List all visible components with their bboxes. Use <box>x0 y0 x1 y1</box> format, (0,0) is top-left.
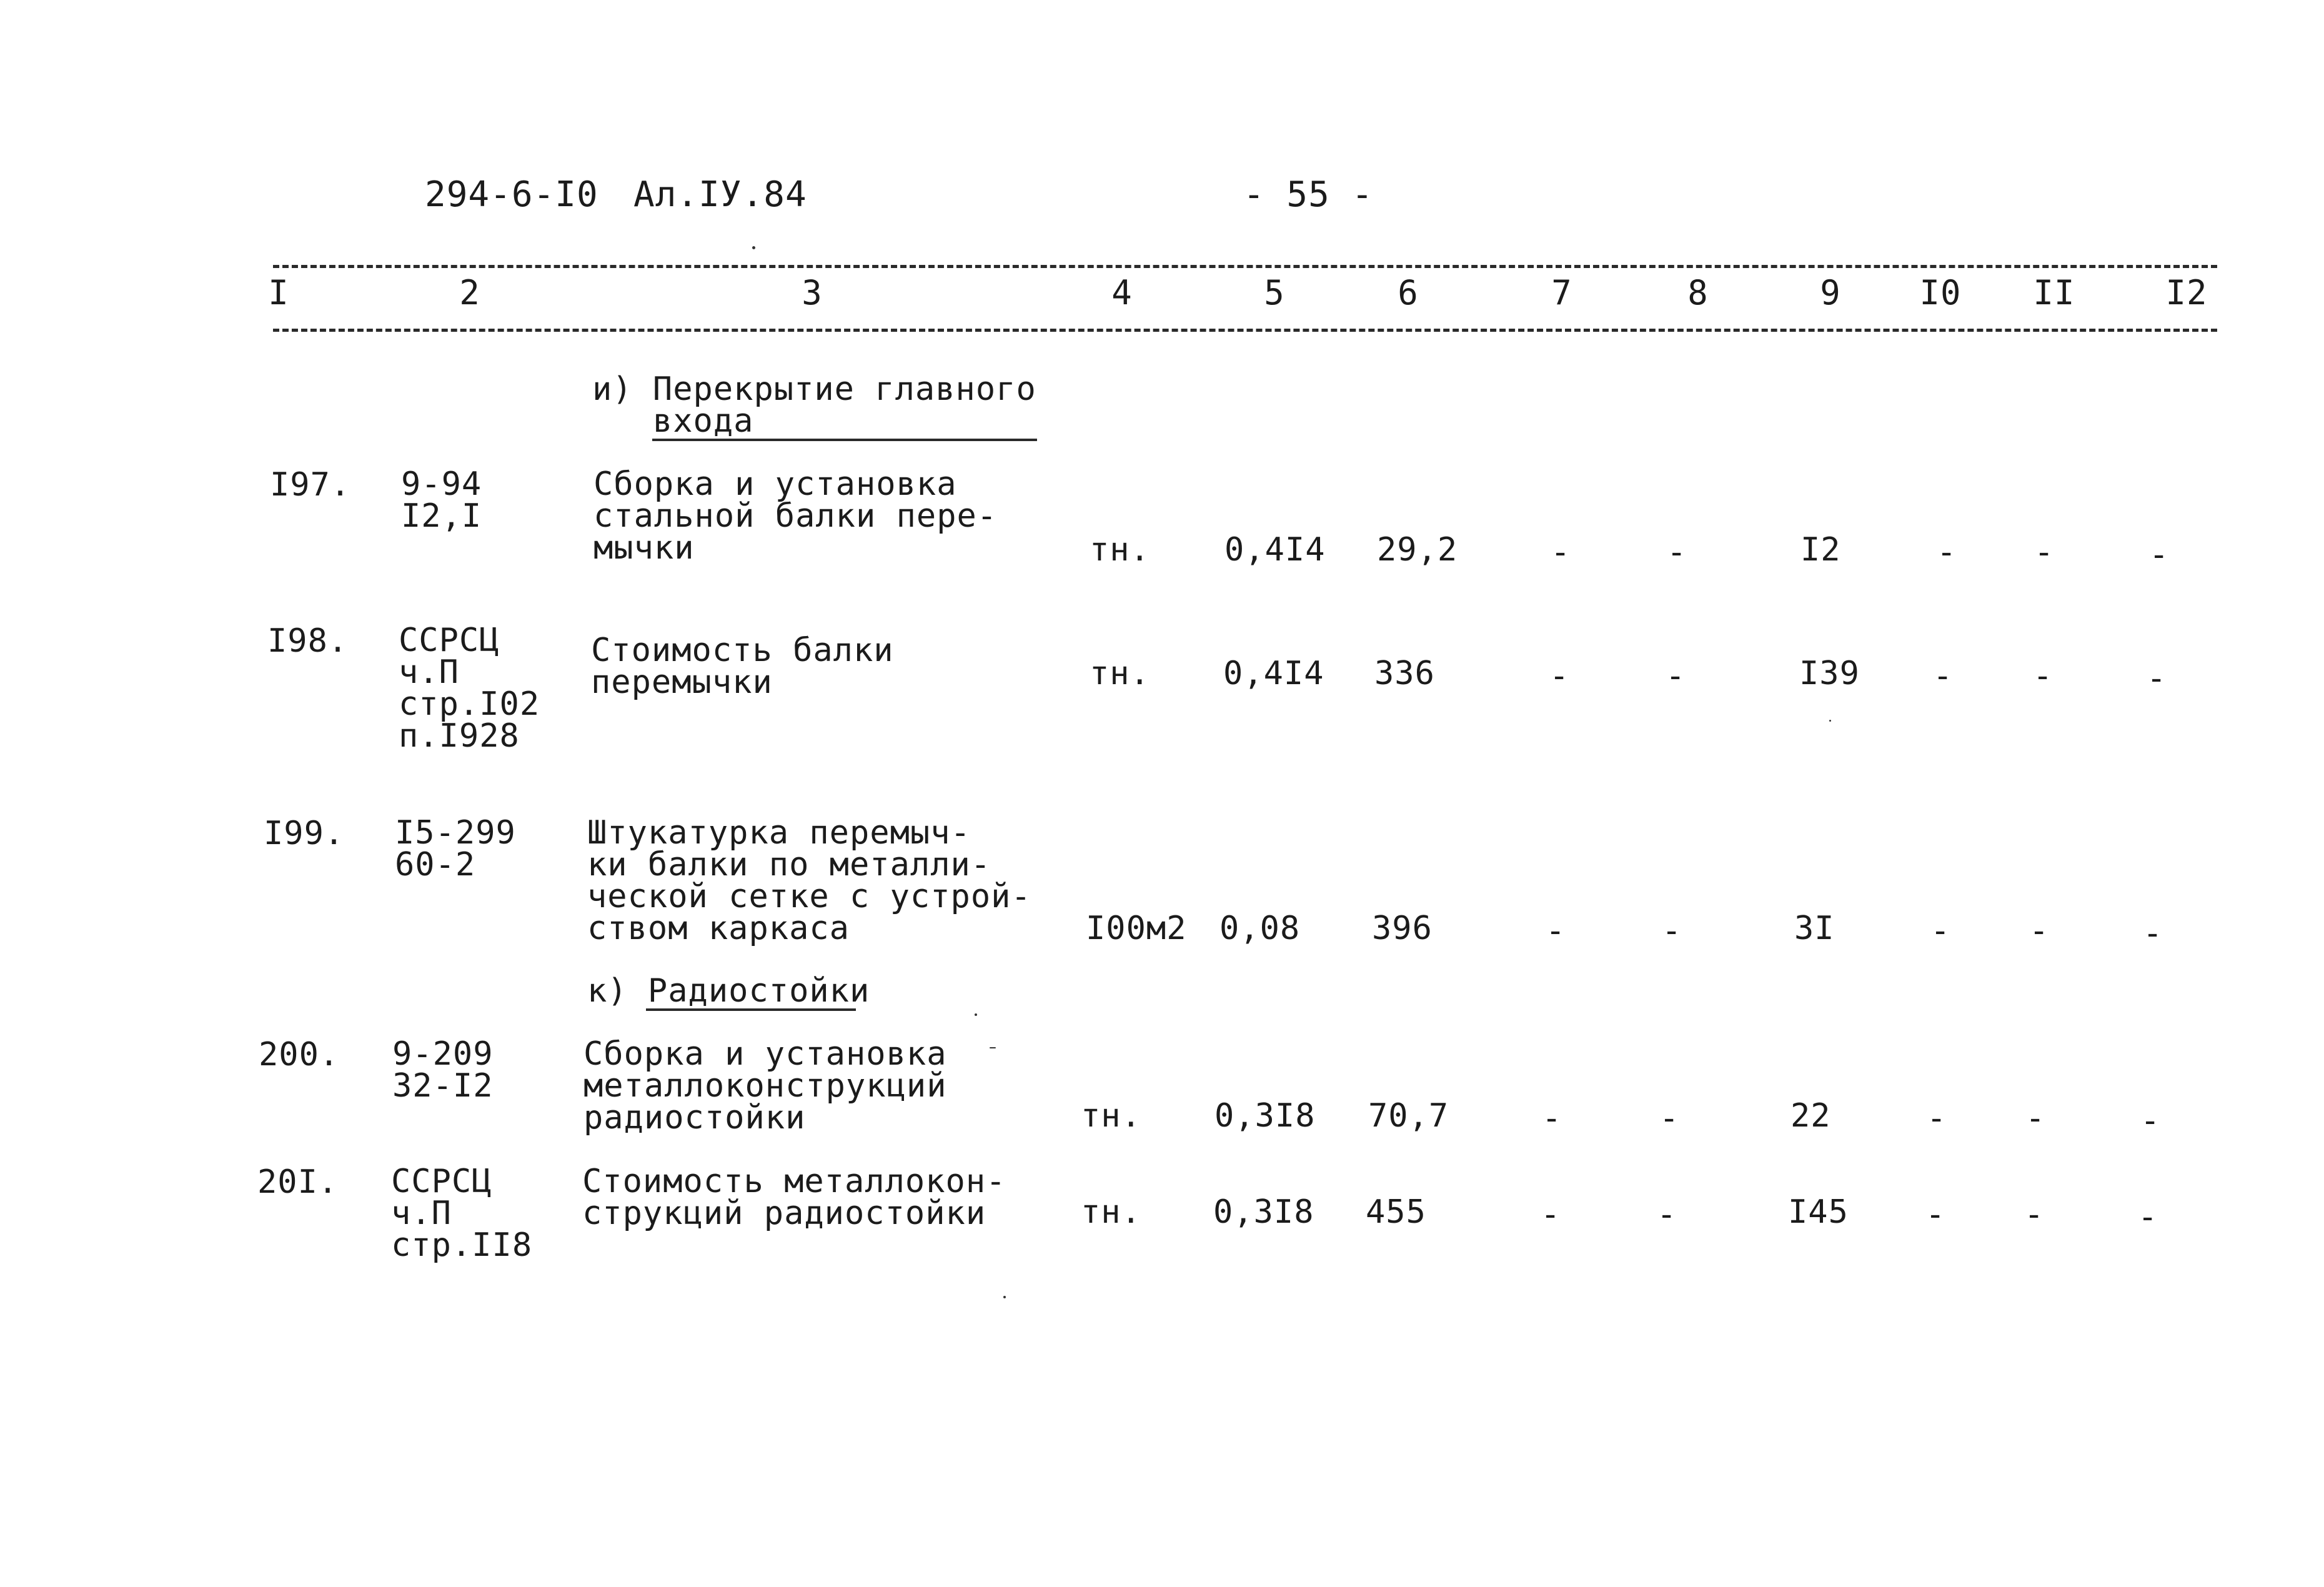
cell-col11: - <box>2034 534 2055 571</box>
work-description: Сборка и установка стальной балки пере- мычки <box>593 465 998 567</box>
cell-col12: - <box>2140 1102 2161 1140</box>
cell-col10: - <box>1927 1100 1947 1137</box>
quantity: 0,4I4 <box>1224 531 1326 569</box>
column-number: II <box>2033 273 2075 312</box>
column-number: 2 <box>459 273 480 312</box>
column-number: 7 <box>1551 273 1572 312</box>
cell-col8: - <box>1666 657 1686 695</box>
row-number: 200. <box>259 1036 340 1073</box>
cell-col9: I2 <box>1800 531 1841 569</box>
cell-col10: - <box>1925 1196 1946 1233</box>
cell-col11: - <box>2024 1196 2045 1233</box>
cell-col11: - <box>2029 912 2050 950</box>
unit: тн. <box>1081 1193 1141 1231</box>
cell-col10: - <box>1933 657 1954 695</box>
page-number: - 55 - <box>1243 174 1374 215</box>
reference-code: 9-94 I2,I <box>401 465 482 535</box>
column-number: 6 <box>1398 273 1419 312</box>
cell-col11: - <box>2033 657 2053 695</box>
column-number: 9 <box>1820 273 1841 312</box>
unit: I00м2 <box>1086 910 1187 947</box>
cell-col12: - <box>2143 915 2163 952</box>
column-number: 4 <box>1111 273 1133 312</box>
reference-code: I5-299 60-2 <box>395 814 516 883</box>
row-number: I99. <box>264 815 345 852</box>
column-number: 5 <box>1264 273 1285 312</box>
section-heading-underline <box>652 439 1037 441</box>
work-description: Штукатурка перемыч- ки балки по металли- ческой сетке с устрой- ством каркаса <box>587 814 1031 947</box>
work-description: Стоимость металлокон- струкций радиостойки <box>582 1163 1006 1232</box>
scan-speck <box>752 246 755 249</box>
cell-col10: - <box>1930 912 1951 950</box>
cell-col8: - <box>1667 534 1687 571</box>
scan-speck <box>990 1047 996 1048</box>
cell-col12: - <box>2147 660 2167 697</box>
cell-col9: 3I <box>1794 910 1835 947</box>
scan-speck <box>1829 720 1831 722</box>
work-description: Стоимость балки перемычки <box>591 632 894 701</box>
cell-col7: - <box>1551 534 1571 571</box>
cell-col9: 22 <box>1790 1097 1831 1135</box>
column-number: 8 <box>1687 273 1709 312</box>
header-top-rule <box>273 265 2217 268</box>
reference-code: 9-209 32-I2 <box>392 1035 494 1105</box>
row-number: 20I. <box>257 1163 339 1201</box>
section-heading-radio-stands: к) Радиостойки <box>587 972 870 1010</box>
cell-col9: I39 <box>1799 655 1860 692</box>
reference-code: ССРСЦ ч.П стр.I02 п.I928 <box>399 622 540 755</box>
quantity: 0,08 <box>1219 910 1301 947</box>
section-heading-main-entrance: и) Перекрытие главного входа <box>592 371 1036 440</box>
row-number: I97. <box>270 466 351 504</box>
unit: тн. <box>1090 655 1150 692</box>
cell-col12: - <box>2138 1198 2158 1236</box>
scan-speck <box>1003 1296 1006 1298</box>
cell-col12: - <box>2149 536 2170 574</box>
cell-col7: - <box>1542 1100 1562 1137</box>
reference-code: ССРСЦ ч.П стр.II8 <box>391 1163 533 1264</box>
column-number: 3 <box>802 273 823 312</box>
unit-price: 70,7 <box>1368 1097 1449 1135</box>
unit-price: 336 <box>1374 655 1435 692</box>
unit: тн. <box>1090 531 1150 569</box>
column-number: I0 <box>1919 273 1962 312</box>
unit-price: 455 <box>1366 1193 1426 1231</box>
cell-col8: - <box>1657 1196 1677 1233</box>
row-number: I98. <box>267 622 349 660</box>
cell-col7: - <box>1546 912 1566 950</box>
section-heading-underline <box>646 1008 856 1011</box>
cell-col8: - <box>1662 912 1682 950</box>
column-number: I2 <box>2165 273 2208 312</box>
header-bottom-rule <box>273 329 2217 332</box>
unit-price: 29,2 <box>1377 531 1458 569</box>
quantity: 0,3I8 <box>1214 1097 1316 1135</box>
cell-col11: - <box>2025 1100 2046 1137</box>
cell-col8: - <box>1659 1100 1680 1137</box>
column-number: I <box>268 273 289 312</box>
album-reference: Ал.IУ.84 <box>633 174 807 215</box>
cell-col7: - <box>1549 657 1570 695</box>
quantity: 0,3I8 <box>1213 1193 1314 1231</box>
unit: тн. <box>1081 1097 1141 1135</box>
cell-col9: I45 <box>1788 1193 1849 1231</box>
document-code: 294-6-I0 <box>425 174 598 215</box>
cell-col7: - <box>1541 1196 1561 1233</box>
scan-speck <box>975 1013 977 1016</box>
cell-col10: - <box>1937 534 1957 571</box>
quantity: 0,4I4 <box>1223 655 1324 692</box>
work-description: Сборка и установка металлоконструкций радиостойки <box>583 1035 947 1137</box>
unit-price: 396 <box>1372 910 1433 947</box>
